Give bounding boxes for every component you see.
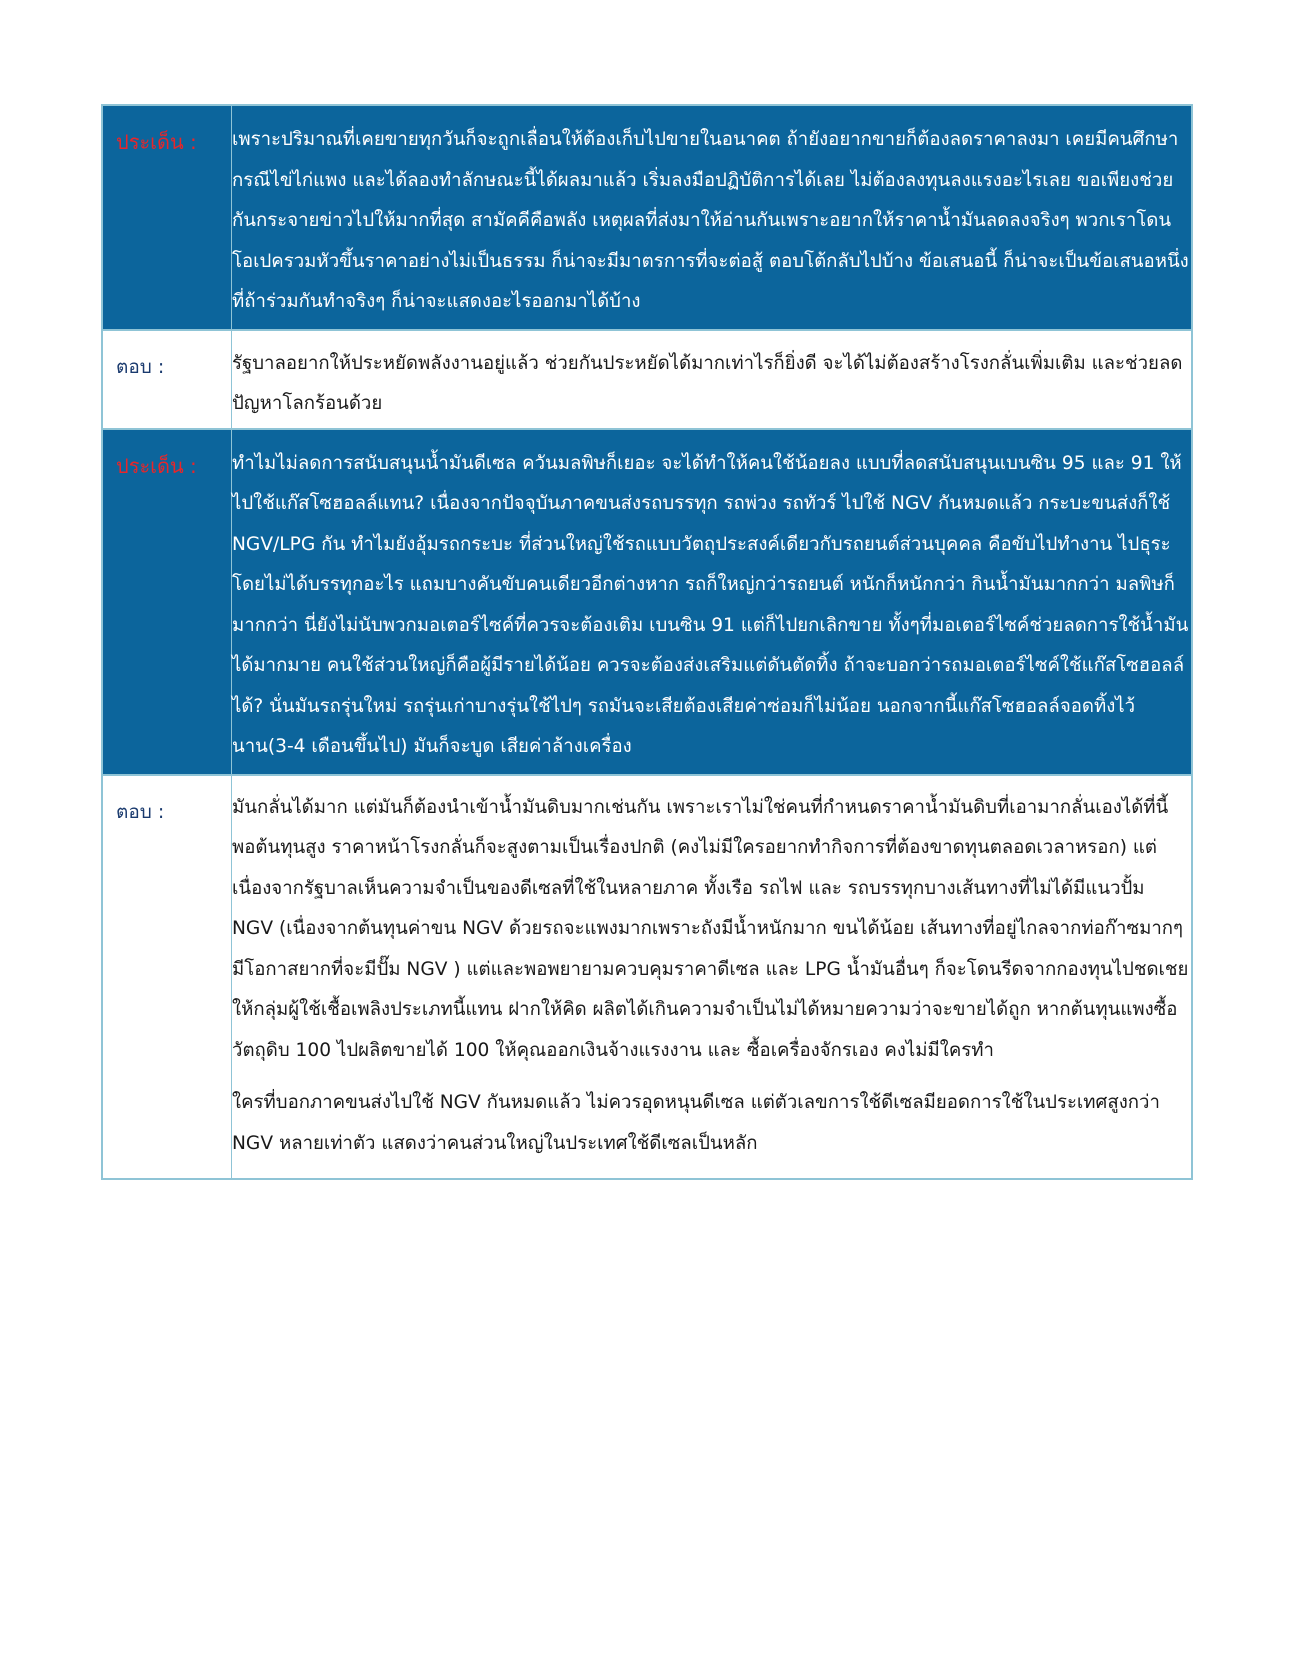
issue-label: ประเด็น : bbox=[116, 130, 197, 154]
answer-paragraph: มันกลั่นได้มาก แต่มันก็ต้องนำเข้าน้ำมันดิบมากเช่นกัน เพราะเราไม่ใช่คนที่กำหนดราคาน้ำมันดิบที่เอามากลั่นเองได้ที่นี้พอต้นทุนสูง ราคาหน้าโรงกลั่นก็จะสูงตามเป็นเรื่องปกติ (คงไม่มีใครอยากทำกิจการที่ต้องขาดทุนตลอดเวลาหรอก) แต่เนื่องจากรัฐบาลเห็นความจำเป็นของดีเซลที่ใช้ในหลายภาค ทั้งเรือ รถไฟ และ รถบรรทุกบางเส้นทางที่ไม่ได้มีแนวปั้ม NGV (เนื่องจากต้นทุนค่าขน NGV ด้วยรถจะแพงมากเพราะถังมีน้ำหนักมาก ขนได้น้อย เส้นทางที่อยู่ไกลจากท่อก๊าซมากๆ มีโอกาสยากที่จะมีปั๊ม NGV ) แต่และพอพยายามควบคุมราคาดีเซล และ LPG น้ำมันอื่นๆ ก็จะโดนรีดจากกองทุนไปชดเชยให้กลุ่มผู้ใช้เชื้อเพลิงประเภทนี้แทน ฝากให้คิด ผลิตได้เกินความจำเป็นไม่ได้หมายความว่าจะขายได้ถูก หากต้นทุนแพงซื้อวัตถุดิบ 100 ไปผลิตขายได้ 100 ให้คุณออกเงินจ้างแรงงาน และ ซื้อเครื่องจักรเอง คงไม่มีใครทำ bbox=[232, 796, 1189, 1061]
issue-label-cell bbox=[102, 429, 232, 775]
answer-label-cell bbox=[102, 330, 232, 429]
answer-label-cell bbox=[102, 775, 232, 1180]
issue-label: ประเด็น : bbox=[116, 453, 197, 478]
answer-text-cell bbox=[232, 330, 1193, 429]
issue-text-cell bbox=[232, 105, 1193, 330]
issue-row bbox=[102, 429, 1192, 775]
answer-paragraph: รัฐบาลอยากให้ประหยัดพลังงานอยู่แล้ว ช่วยกันประหยัดได้มากเท่าไรก็ยิ่งดี จะได้ไม่ต้องสร้างโรงกลั่นเพิ่มเติม และช่วยลดปัญหาโลกร้อนด้วย bbox=[232, 352, 1183, 414]
issue-paragraph: เพราะปริมาณที่เคยขายทุกวันก็จะถูกเลื่อนให้ต้องเก็บไปขายในอนาคต ถ้ายังอยากขายก็ต้องลดราคาลงมา เคยมีคนศึกษากรณีไข่ไก่แพง และได้ลองทำลักษณะนี้ได้ผลมาแล้ว เริ่มลงมือปฏิบัติการได้เลย ไม่ต้องลงทุนลงแรงอะไรเลย ขอเพียงช่วยกันกระจายข่าวไปให้มากที่สุด สามัคคีคือพลัง เหตุผลที่ส่งมาให้อ่านกันเพราะอยากให้ราคาน้ำมันลดลงจริงๆ พวกเราโดนโอเปครวมหัวขึ้นราคาอย่างไม่เป็นธรรม ก็น่าจะมีมาตรการที่จะต่อสู้ ตอบโต้กลับไปบ้าง ข้อเสนอนี้ ก็น่าจะเป็นข้อเสนอหนึ่งที่ถ้าร่วมกันทำจริงๆ ก็น่าจะแสดงอะไรออกมาได้บ้าง bbox=[232, 129, 1189, 312]
answer-row bbox=[102, 775, 1192, 1180]
qa-table bbox=[101, 104, 1193, 1180]
issue-row bbox=[102, 105, 1192, 330]
answer-label: ตอบ : bbox=[116, 800, 165, 823]
answer-text-cell bbox=[232, 775, 1193, 1180]
issue-paragraph: ทำไมไม่ลดการสนับสนุนน้ำมันดีเซล ควันมลพิษก็เยอะ จะได้ทำให้คนใช้น้อยลง แบบที่ลดสนับสนุนเบนซิน 95 และ 91 ให้ไปใช้แก๊สโซฮอลล์แทน? เนื่องจากปัจจุบันภาคขนส่งรถบรรทุก รถพ่วง รถทัวร์ ไปใช้ NGV กันหมดแล้ว กระบะขนส่งก็ใช้ NGV/LPG กัน ทำไมยังอุ้มรถกระบะ ที่ส่วนใหญ่ใช้รถแบบวัตถุประสงค์เดียวกับรถยนต์ส่วนบุคคล คือขับไปทำงาน ไปธุระ โดยไม่ได้บรรทุกอะไร แถมบางคันขับคนเดียวอีกต่างหาก รถก็ใหญ่กว่ารถยนต์ หนักก็หนักกว่า กินน้ำมันมากกว่า มลพิษก็มากกว่า นี่ยังไม่นับพวกมอเตอร์ไซค์ที่ควรจะต้องเติม เบนซิน 91 แต่ก็ไปยกเลิกขาย ทั้งๆที่มอเตอร์ไซค์ช่วยลดการใช้น้ำมันได้มากมาย คนใช้ส่วนใหญ่ก็คือผู้มีรายได้น้อย ควรจะต้องส่งเสริมแต่ดันตัดทิ้ง ถ้าจะบอกว่ารถมอเตอร์ไซค์ใช้แก๊สโซฮอลล์ได้? นั่นมันรถรุ่นใหม่ รถรุ่นเก่าบางรุ่นใช้ไปๆ รถมันจะเสียต้องเสียค่าซ่อมก็ไม่น้อย นอกจากนี้แก๊สโซฮอลล์จอดทิ้งไว้นาน(3-4 เดือนขึ้นไป) มันก็จะบูด เสียค่าล้างเครื่อง bbox=[232, 452, 1189, 757]
issue-text-cell bbox=[232, 429, 1193, 775]
answer-row bbox=[102, 330, 1192, 429]
answer-label: ตอบ : bbox=[116, 355, 165, 378]
answer-paragraph: ใครที่บอกภาคขนส่งไปใช้ NGV กันหมดแล้ว ไม่ควรอุดหนุนดีเซล แต่ตัวเลขการใช้ดีเซลมียอดการใช้ในประเทศสูงกว่า NGV หลายเท่าตัว แสดงว่าคนส่วนใหญ่ในประเทศใช้ดีเซลเป็นหลัก bbox=[232, 1092, 1160, 1154]
issue-label-cell bbox=[102, 105, 232, 330]
